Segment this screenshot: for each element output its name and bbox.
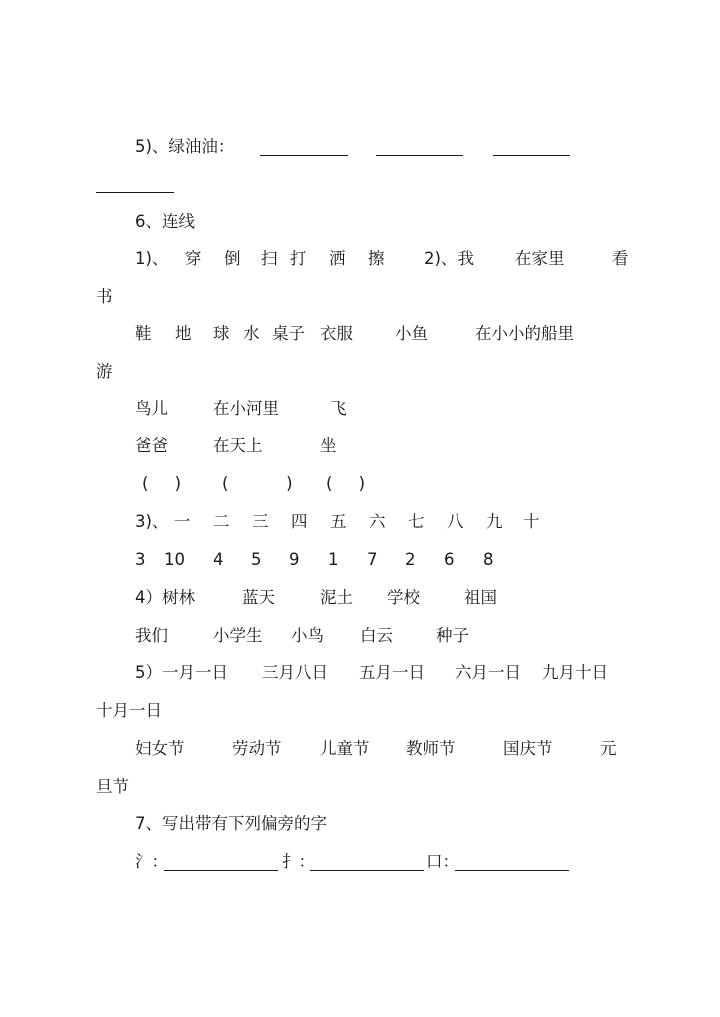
g4-row-2 [0, 625, 720, 647]
g5-festival: 元 [600, 739, 617, 758]
g4-item: 白云 [360, 626, 393, 645]
g3-char: 九 [486, 512, 503, 531]
g4-item: 我们 [135, 626, 168, 645]
g1-verb: 擦 [368, 249, 385, 268]
g4-item: 小鸟 [291, 626, 324, 645]
g2-subject: 小鱼 [395, 324, 428, 343]
answer-paren-1[interactable]: ( ) [142, 474, 182, 493]
q5-blank-2[interactable] [376, 155, 463, 156]
g1-noun: 鞋 [135, 324, 152, 343]
g3-nums-row [0, 549, 720, 571]
g3-num: 9 [289, 550, 300, 569]
g1-verb: 扫 [261, 249, 278, 268]
g1-verb: 洒 [329, 249, 346, 268]
g5-festivals-row [0, 738, 720, 760]
g5-festival: 妇女节 [135, 739, 185, 758]
match-row-3 [0, 398, 720, 420]
g2-place: 在小小的船里 [475, 324, 574, 343]
g2-subject: 爸爸 [135, 436, 168, 455]
g3-char: 八 [447, 512, 464, 531]
q5-blank-1[interactable] [260, 155, 348, 156]
g3-num: 3 [135, 550, 146, 569]
g1-noun: 桌子 [272, 324, 305, 343]
g5-festival: 教师节 [406, 739, 456, 758]
g3-num: 4 [213, 550, 224, 569]
g4-row-1 [0, 587, 720, 609]
g1-verb: 打 [290, 249, 307, 268]
radical-mouth-label: 口： [426, 852, 459, 871]
g4-item: 祖国 [464, 588, 497, 607]
g4-item: 学校 [387, 588, 420, 607]
g3-num: 2 [405, 550, 416, 569]
g3-num: 8 [483, 550, 494, 569]
g1-noun: 球 [213, 324, 230, 343]
g5-date-wrap: 十月一日 [96, 701, 162, 720]
g3-char: 五 [330, 512, 347, 531]
g4-item: 小学生 [213, 626, 263, 645]
g1-noun: 地 [175, 324, 192, 343]
g5-dates-row [0, 662, 720, 684]
g5-date: 三月八日 [262, 663, 328, 682]
g3-chars-row [0, 511, 720, 533]
q7-title: 7、写出带有下列偏旁的字 [135, 814, 327, 833]
radical-water-blank[interactable] [164, 870, 278, 871]
g2-place: 在家里 [515, 249, 565, 268]
g2-subject: 鸟儿 [135, 399, 168, 418]
g2-wrap-1: 书 [96, 287, 113, 306]
g3-char: 六 [369, 512, 386, 531]
q5-blank-4[interactable] [96, 192, 174, 193]
g1-noun: 衣服 [320, 324, 353, 343]
g1-label: 1)、 [135, 249, 169, 268]
answer-parens-row [0, 473, 720, 495]
match-row-2 [0, 323, 720, 345]
q5-label: 5)、绿油油： [135, 137, 235, 156]
g2-place: 在小河里 [213, 399, 279, 418]
g1-verb: 倒 [224, 249, 241, 268]
g2-wrap-2: 游 [96, 362, 113, 381]
match-row-1 [0, 248, 720, 270]
g5-date: 六月一日 [455, 663, 521, 682]
g1-noun: 水 [243, 324, 260, 343]
g5-festival: 劳动节 [232, 739, 282, 758]
g5-date: 九月十日 [542, 663, 608, 682]
g3-char: 十 [523, 512, 540, 531]
q5-blank-3[interactable] [493, 155, 570, 156]
answer-paren-3[interactable]: ( ) [326, 474, 366, 493]
g5-festival: 儿童节 [320, 739, 370, 758]
g3-char: 二 [213, 512, 230, 531]
g2-verb: 飞 [330, 399, 347, 418]
g3-num: 1 [328, 550, 339, 569]
radical-hand-label: 扌： [282, 852, 315, 871]
q6-title: 6、连线 [135, 212, 195, 231]
g3-num: 5 [251, 550, 262, 569]
g5-date: 五月一日 [359, 663, 425, 682]
g4-item: 蓝天 [242, 588, 275, 607]
g2-verb: 看 [612, 249, 629, 268]
radical-water-label: 氵： [135, 852, 168, 871]
g2-verb: 坐 [320, 436, 337, 455]
g4-item: 种子 [436, 626, 469, 645]
g3-num: 10 [164, 550, 185, 569]
radical-mouth-blank[interactable] [455, 870, 569, 871]
g3-char: 七 [408, 512, 425, 531]
match-row-4 [0, 435, 720, 457]
g3-char: 一 [174, 512, 191, 531]
answer-paren-2[interactable]: ( ) [222, 474, 293, 493]
g2-place: 在天上 [213, 436, 263, 455]
g5-festival: 国庆节 [503, 739, 553, 758]
g3-label: 3)、 [135, 512, 169, 531]
g1-verb: 穿 [185, 249, 202, 268]
g2-label: 2)、我 [424, 249, 474, 268]
g5-date: 5）一月一日 [135, 663, 228, 682]
g3-char: 三 [252, 512, 269, 531]
radical-hand-blank[interactable] [310, 870, 424, 871]
g4-item: 泥土 [320, 588, 353, 607]
g3-num: 7 [367, 550, 378, 569]
g5-festival-wrap: 旦节 [96, 777, 129, 796]
g3-char: 四 [291, 512, 308, 531]
g3-num: 6 [444, 550, 455, 569]
g4-item: 4）树林 [135, 588, 195, 607]
